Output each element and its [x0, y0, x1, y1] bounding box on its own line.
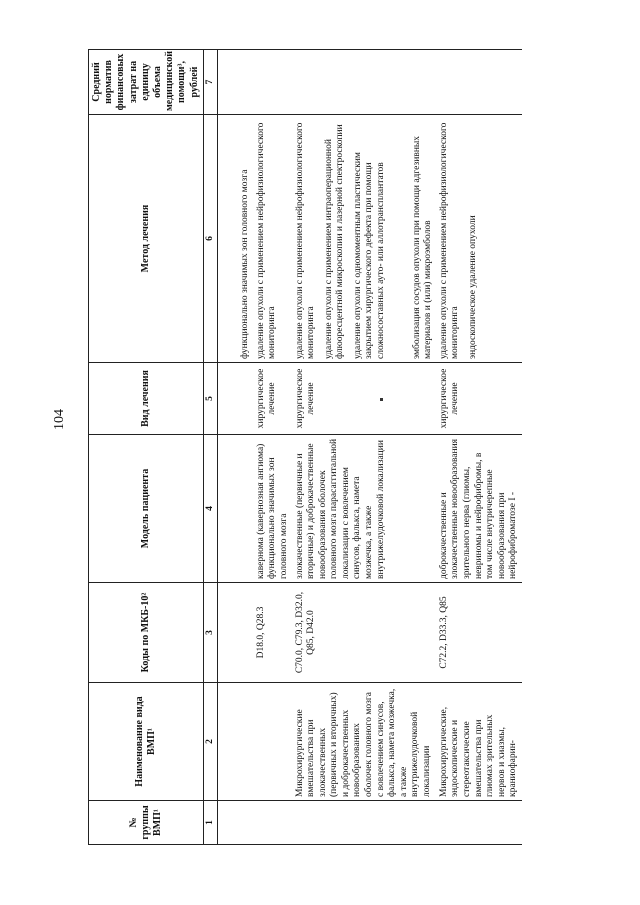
- column-number: 7: [203, 50, 218, 115]
- cell-model: злокачественные (первичные и вторичные) и доброкачественные новообразования оболочек головного мозга парасаггитальной локализации с вовлечением синусов, фалькса, намета мозжечка, а также внутрижелудочковой локализации: [293, 435, 437, 583]
- cell-model: кавернома (кавернозная ангиома) функционально значимых зон головного мозга: [254, 435, 293, 583]
- column-number: 5: [203, 363, 218, 435]
- cell-cost: [218, 50, 254, 115]
- cell-codes: D18.0, Q28.3: [254, 583, 293, 683]
- column-number: 6: [203, 115, 218, 363]
- cell-name: [254, 683, 293, 801]
- method-text: эмболизация сосудов опухоли при помощи адгезивных материалов и (или) микроэмболов: [411, 135, 434, 359]
- cell-name: Микрохирургические, эндоскопические и стереотаксические вмешательства при глиомах зрительных нервов и хиазмы, краниофарин-: [437, 683, 522, 801]
- header-method: Метод лечения: [89, 115, 204, 363]
- cell-codes: C72.2, D33.3, Q85: [437, 583, 522, 683]
- cell-type: хирургическое лечение: [293, 363, 437, 435]
- header-model: Модель пациента: [89, 435, 204, 583]
- method-text: удаление опухоли с применением нейрофизиологического мониторинга: [255, 122, 278, 359]
- cell-group: [254, 801, 293, 845]
- cell-cost: [293, 50, 437, 115]
- method-text: эндоскопическое удаление опухоли: [467, 215, 478, 359]
- cell-cost: [254, 50, 293, 115]
- cell-type: [218, 363, 254, 435]
- header-type: Вид лечения: [89, 363, 204, 435]
- cell-group: [437, 801, 522, 845]
- cell-method: [437, 115, 522, 363]
- page-number: 104: [52, 409, 67, 430]
- cell-group: [293, 801, 437, 845]
- table-row: [254, 50, 293, 845]
- method-text: удаление опухоли с применением нейрофизиологического мониторинга: [294, 122, 317, 359]
- cell-model: доброкачественные и злокачественные новообразования зрительного нерва (глиомы, невриномы и нейрофибромы, в том числе внутричерепные новообразования при нейрофиброматозе I -: [437, 435, 522, 583]
- cell-type: хирургическое лечение: [254, 363, 293, 435]
- cell-method: [218, 115, 254, 363]
- column-number-row: [203, 50, 218, 845]
- vmp-table: [88, 49, 522, 845]
- cell-group: [218, 801, 254, 845]
- column-number: 2: [203, 683, 218, 801]
- table-row: [218, 50, 254, 845]
- table-row: [293, 50, 437, 845]
- column-number: 3: [203, 583, 218, 683]
- spacer: [394, 118, 412, 359]
- cell-method: [254, 115, 293, 363]
- method-text: функционально значимых зон головного мозга: [240, 169, 251, 359]
- cell-method: [293, 115, 437, 363]
- method-text: удаление опухоли с одномоментным пластическим закрытием хирургического дефекта при помощи сложносоставных ауто- или аллотрансплантатов: [352, 152, 387, 359]
- cell-type: хирургическое лечение: [437, 363, 522, 435]
- header-row: [89, 50, 204, 845]
- header-cost: Средний норматив финансовых затрат на единицу объема медицинской помощи³, рублей: [89, 50, 204, 115]
- header-name: Наименование вида ВМП¹: [89, 683, 204, 801]
- header-codes: Коды по МКБ-10²: [89, 583, 204, 683]
- cell-codes: [218, 583, 254, 683]
- rotated-table-container: [88, 50, 598, 845]
- column-number: 4: [203, 435, 218, 583]
- column-number: 1: [203, 801, 218, 845]
- method-text: удаление опухоли с применением нейрофизиологического мониторинга: [438, 122, 461, 359]
- cell-name: [218, 683, 254, 801]
- table-row: [437, 50, 522, 845]
- cell-codes: C70.0, C79.3, D32.0, Q85, D42.0: [293, 583, 437, 683]
- header-group: № группы ВМП¹: [89, 801, 204, 845]
- cell-model: [218, 435, 254, 583]
- cell-cost: [437, 50, 522, 115]
- cell-name: Микрохирургические вмешательства при злокачественных (первичных и вторичных) и доброкачественных новообразованиях оболочек головного мозга с вовлечением синусов, фалькса, намета мозжечка, а также внутрижелудочковой локализации: [293, 683, 437, 801]
- method-text: удаление опухоли с применением интраоперационной флюоресцентной микроскопии и лазерной спектроскопии: [323, 124, 346, 359]
